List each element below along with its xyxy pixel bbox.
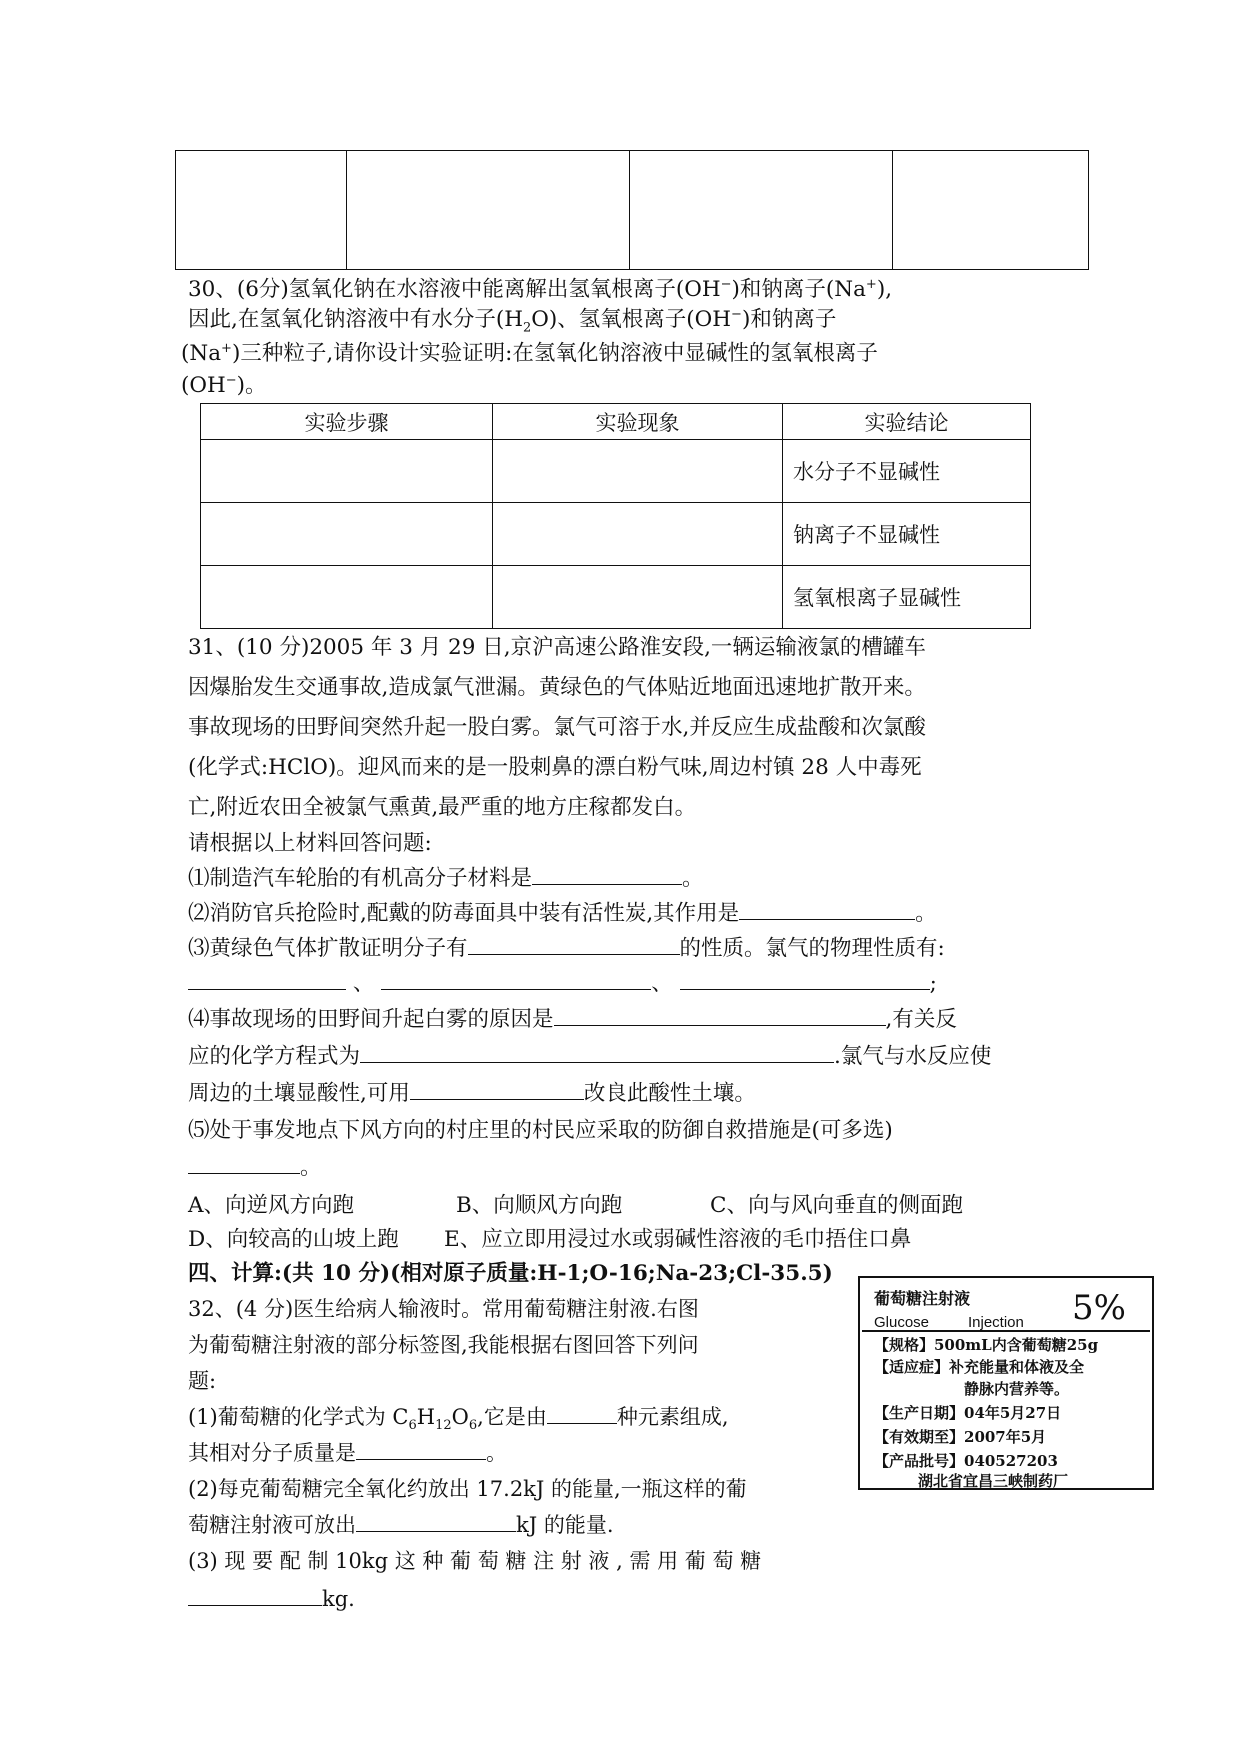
q31-choices-row-2 <box>188 1222 911 1258</box>
answer-blank[interactable] <box>188 1151 300 1174</box>
label-title: 葡萄糖注射液 <box>874 1289 971 1308</box>
table-cell <box>201 566 493 629</box>
table-cell <box>176 151 347 270</box>
q31-part-4-line-1: ⑷事故现场的田野间升起白雾的原因是 ,有关反 <box>188 1002 957 1038</box>
label-expiry: 【有效期至】2007年5月 <box>874 1428 1047 1446</box>
q32-line-2: 为葡萄糖注射液的部分标签图,我能根据右图回答下列问 <box>188 1333 699 1357</box>
top-empty-table <box>175 150 1089 270</box>
q31-part-4-line-2: 应的化学方程式为 .氯气与水反应使 <box>188 1039 991 1075</box>
q31-part-2: ⑵消防官兵抢险时,配戴的防毒面具中装有活性炭,其作用是 。 <box>188 896 937 932</box>
q31-line-1: 31、(10 分)2005 年 3 月 29 日,京沪高速公路淮安段,一辆运输液氯的槽罐车 <box>188 635 926 660</box>
answer-blank[interactable] <box>532 862 682 885</box>
q32-line-6: (2)每克葡萄糖完全氧化约放出 17.2kJ 的能量,一瓶这样的葡 <box>188 1477 747 1501</box>
label-english-2: Injection <box>968 1314 1024 1331</box>
q31-line-4: (化学式:HClO)。迎风而来的是一股刺鼻的漂白粉气味,周边村镇 28 人中毒死 <box>188 755 922 780</box>
q31-part-5: ⑸处于事发地点下风方向的村庄里的村民应采取的防御自救措施是(可多选) <box>188 1118 893 1143</box>
answer-blank[interactable] <box>410 1077 584 1100</box>
answer-blank[interactable] <box>680 967 930 990</box>
q30-line-4: (OH−)。 <box>181 372 267 398</box>
q31-choices-row-1 <box>188 1188 963 1224</box>
answer-blank[interactable] <box>188 967 346 990</box>
label-indication-cont: 静脉内营养等。 <box>964 1380 1070 1398</box>
experiment-table <box>200 403 1031 629</box>
table-cell: 氢氧根离子显碱性 <box>783 566 1031 629</box>
table-cell <box>493 503 783 566</box>
answer-blank[interactable] <box>356 1509 516 1532</box>
label-percent: 5% <box>1072 1288 1126 1328</box>
q31-line-5: 亡,附近农田全被氯气熏黄,最严重的地方庄稼都发白。 <box>188 795 697 820</box>
q30-line-3: (Na+)三种粒子,请你设计实验证明:在氢氧化钠溶液中显碱性的氢氧根离子 <box>181 340 878 366</box>
answer-blank[interactable] <box>739 897 915 920</box>
table-cell: 钠离子不显碱性 <box>783 503 1031 566</box>
table-cell <box>201 503 493 566</box>
q32-line-4: (1)葡萄糖的化学式为 $C_6H_{12}O_6$,它是由 种元素组成, <box>188 1399 729 1435</box>
table-cell <box>630 151 893 270</box>
q31-part-5-blank: 。 <box>188 1150 322 1186</box>
q32-line-7: 萄糖注射液可放出 kJ 的能量. <box>188 1507 614 1543</box>
q31-part-3: ⑶黄绿色气体扩散证明分子有 的性质。氯气的物理性质有: <box>188 931 945 967</box>
answer-blank[interactable] <box>554 1003 886 1026</box>
label-divider <box>862 1330 1150 1332</box>
label-mfg-date: 【生产日期】04年5月27日 <box>874 1404 1062 1422</box>
choice-a[interactable]: A、向逆风方向跑 <box>188 1193 355 1218</box>
label-spec: 【规格】500mL内含葡萄糖25g <box>874 1336 1099 1354</box>
table-header: 实验结论 <box>783 404 1031 440</box>
choice-d[interactable]: D、向较高的山坡上跑 <box>188 1227 399 1252</box>
q32-line-5: 其相对分子质量是 。 <box>188 1435 507 1471</box>
q30-line-2: 因此,在氢氧化钠溶液中有水分子$(H_2O)$、氢氧根离子(OH−)和钠离子 <box>188 306 837 336</box>
choice-b[interactable]: B、向顺风方向跑 <box>456 1193 623 1218</box>
answer-blank[interactable] <box>381 967 651 990</box>
table-cell: 水分子不显碱性 <box>783 440 1031 503</box>
answer-blank[interactable] <box>188 1583 322 1606</box>
answer-blank[interactable] <box>468 932 680 955</box>
choice-e[interactable]: E、应立即用浸过水或弱碱性溶液的毛巾捂住口鼻 <box>444 1227 912 1252</box>
q31-part-3-blanks: 、 、 ; <box>188 966 937 1002</box>
table-cell <box>493 566 783 629</box>
label-english-1: Glucose <box>874 1314 930 1331</box>
table-header: 实验现象 <box>493 404 783 440</box>
q32-line-3: 题: <box>188 1369 217 1393</box>
table-cell <box>347 151 630 270</box>
glucose-label <box>858 1276 1154 1490</box>
q31-line-2: 因爆胎发生交通事故,造成氯气泄漏。黄绿色的气体贴近地面迅速地扩散开来。 <box>188 675 926 700</box>
q31-line-6: 请根据以上材料回答问题: <box>188 831 432 856</box>
section-heading: 四、计算:(共 10 分)(相对原子质量:H-1;O-16;Na-23;Cl-35.5) <box>188 1261 833 1286</box>
label-maker: 湖北省宜昌三峡制药厂 <box>918 1472 1069 1490</box>
label-batch: 【产品批号】040527203 <box>874 1452 1058 1470</box>
q31-part-4-line-3: 周边的土壤显酸性,可用 改良此酸性土壤。 <box>188 1076 756 1112</box>
q32-line-1: 32、(4 分)医生给病人输液时。常用葡萄糖注射液.右图 <box>188 1297 699 1321</box>
table-cell <box>493 440 783 503</box>
q31-line-3: 事故现场的田野间突然升起一股白雾。氯气可溶于水,并反应生成盐酸和次氯酸 <box>188 715 926 740</box>
answer-blank[interactable] <box>360 1040 834 1063</box>
table-header: 实验步骤 <box>201 404 493 440</box>
choice-c[interactable]: C、向与风向垂直的侧面跑 <box>710 1193 963 1218</box>
answer-blank[interactable] <box>356 1437 486 1460</box>
q31-part-1: ⑴制造汽车轮胎的有机高分子材料是 。 <box>188 861 704 897</box>
label-indication: 【适应症】补充能量和体液及全 <box>874 1358 1085 1376</box>
q32-line-9: kg. <box>188 1581 355 1617</box>
answer-blank[interactable] <box>547 1401 617 1424</box>
q30-line-1: 30、(6分)氢氧化钠在水溶液中能离解出氢氧根离子(OH−)和钠离子(Na+), <box>188 276 893 302</box>
table-cell <box>201 440 493 503</box>
q32-line-8: (3) 现 要 配 制 10kg 这 种 葡 萄 糖 注 射 液 , 需 用 葡 萄 糖 <box>188 1549 762 1573</box>
table-cell <box>893 151 1089 270</box>
